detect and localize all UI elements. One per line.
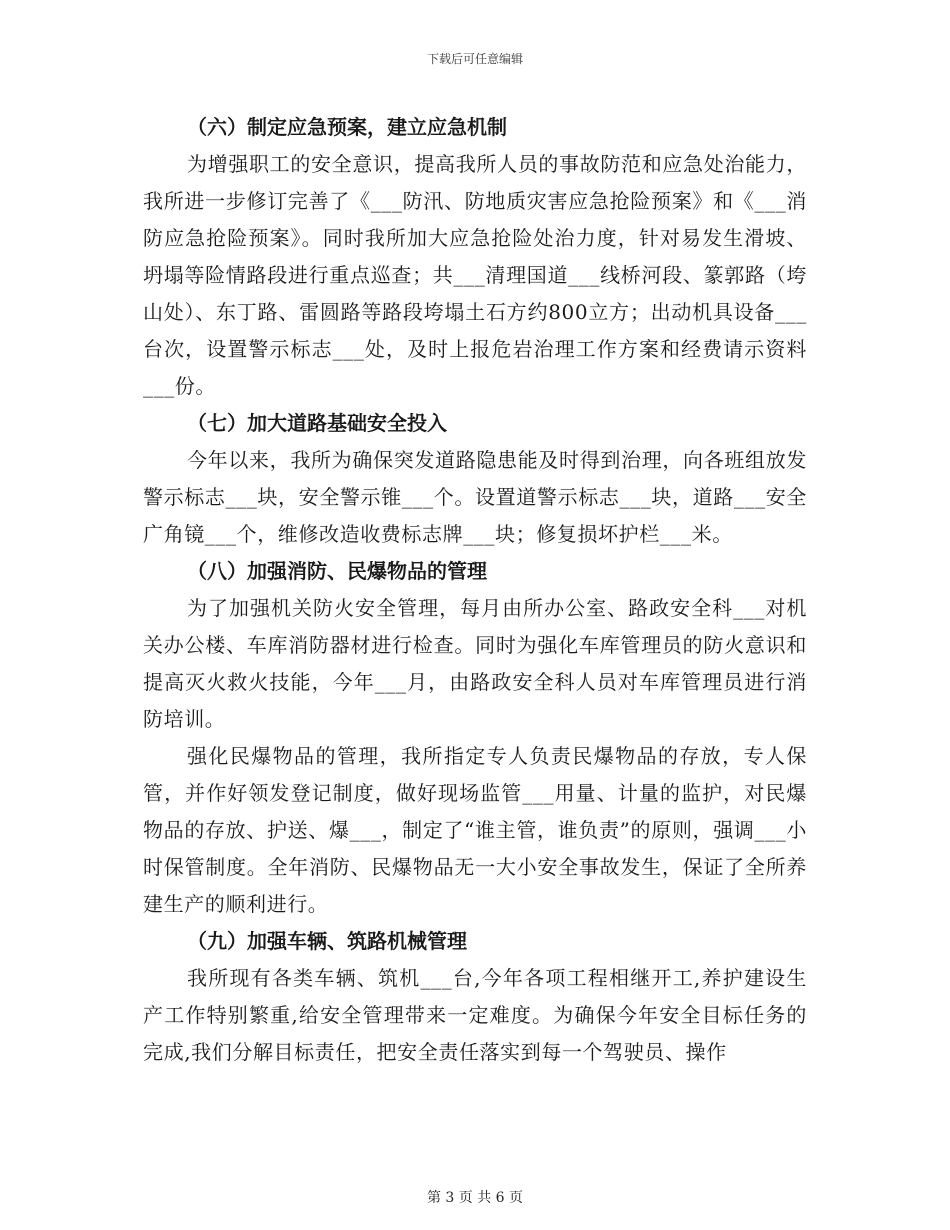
section-heading-8: （八）加强消防、民爆物品的管理	[187, 559, 487, 583]
paragraph-9-1: 我所现有各类车辆、筑机___台,今年各项工程相继开工,养护建设生产工作特别繁重,给安全管理带来一定难度。为确保今年安全目标任务的完成,我们分解目标责任，把安全责任落实到每一个驾驶员、操作	[143, 966, 807, 1064]
page-header-note: 下载后可任意编辑	[426, 52, 523, 66]
paragraph-8-1: 为了加强机关防火安全管理，每月由所办公室、路政安全科___对机关办公楼、车库消防器材进行检查。同时为强化车库管理员的防火意识和提高灭火救火技能，今年___月，由路政安全科人员对车库管理员进行消防培训。	[143, 596, 807, 731]
section-heading-9: （九）加强车辆、筑路机械管理	[187, 929, 467, 953]
page-number: 第 3 页 共 6 页	[426, 1190, 524, 1206]
paragraph-6-1: 为增强职工的安全意识，提高我所人员的事故防范和应急处治能力，我所进一步修订完善了《___防汛、防地质灾害应急抢险预案》和《___消防应急抢险预案》。同时我所加大应急抢险处治力度，针对易发生滑坡、坍塌等险情路段进行重点巡查；共___清理国道___线桥河段、篆郭路（垮山处）、东丁路、雷圆路等路段垮塌土石方约800立方；出动机具设备___台次，设置警示标志___处，及时上报危岩治理工作方案和经费请示资料___份。	[143, 152, 807, 398]
section-heading-6: （六）制定应急预案，建立应急机制	[187, 115, 507, 139]
document-body	[143, 109, 807, 1071]
paragraph-7-1: 今年以来，我所为确保突发道路隐患能及时得到治理，向各班组放发警示标志___块，安全警示锥___个。设置道警示标志___块，道路___安全广角镜___个，维修改造收费标志牌___块；修复损坏护栏___米。	[143, 448, 807, 546]
paragraph-8-2: 强化民爆物品的管理，我所指定专人负责民爆物品的存放，专人保管，并作好领发登记制度，做好现场监管___用量、计量的监护，对民爆物品的存放、护送、爆___，制定了“谁主管，谁负责”的原则，强调___小时保管制度。全年消防、民爆物品无一大小安全事故发生，保证了全所养建生产的顺利进行。	[143, 744, 807, 916]
section-heading-7: （七）加大道路基础安全投入	[187, 411, 447, 435]
